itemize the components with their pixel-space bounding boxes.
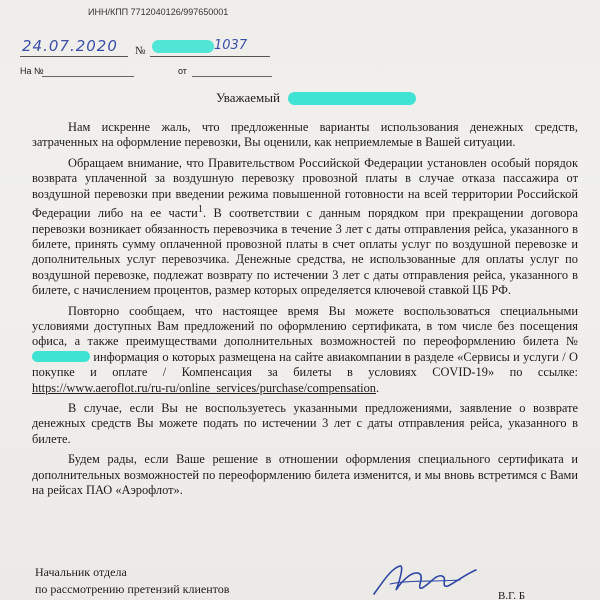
- redaction-mask-number: [152, 40, 214, 53]
- ot-label: от: [178, 66, 187, 76]
- paragraph-4: В случае, если Вы не воспользуетесь указанными предложениями, заявление о возврате денежных средств Вы можете подать по истечении 3 лет с даты отправления рейса, указанного в билете.: [32, 401, 578, 446]
- signer-title-line2: по рассмотрению претензий клиентов: [35, 582, 230, 596]
- paragraph-5: Будем рады, если Ваше решение в отношении оформления специального сертификата и дополнительных возможностей по переоформлению билета изменится, и мы вновь встретимся с Вами на рейсах ПАО «Аэрофлот».: [32, 452, 578, 498]
- letter-body: [32, 120, 578, 503]
- ot-underline: [192, 76, 272, 77]
- footnote-ref: 1: [197, 204, 203, 216]
- number-underline: [150, 56, 270, 57]
- signer-title-line1: Начальник отдела: [35, 565, 127, 579]
- redaction-mask-name: [288, 92, 416, 105]
- paragraph-1: Нам искренне жаль, что предложенные варианты использования денежных средств, затраченных на оформление перевозки, Вы оценили, как неприемлемые в Вашей ситуации.: [32, 120, 578, 150]
- paragraph-3: Повторно сообщаем, что настоящее время Вы можете воспользоваться специальными условиями доступных Вам предложений по оформлению сертификата, в том числе без посещения офиса, а также преимуществами дополнительных возможностей по переоформлению билета № информация о которых размещена на сайте авиакомпании в разделе «Сервисы и услуги / О покупке и оплате / Компенсация за билеты в условиях COVID-19» по ссылке: https://www.aeroflot.ru/ru-ru/online_services/purchase/compensation.: [32, 303, 578, 395]
- signer-name: В.Г. Б: [498, 590, 526, 600]
- greeting: Уважаемый: [216, 90, 280, 105]
- number-sign: №: [135, 45, 146, 57]
- na-underline: [42, 76, 134, 77]
- na-label: На №: [20, 66, 44, 76]
- handwritten-date: 24.07.2020: [22, 37, 118, 55]
- redaction-mask-ticket: [32, 351, 90, 362]
- handwritten-signature-icon: [370, 560, 480, 600]
- date-underline: [20, 56, 128, 57]
- inn-kpp: ИНН/КПП 7712040126/997650001: [88, 7, 229, 17]
- compensation-link[interactable]: https://www.aeroflot.ru/ru-ru/online_services/purchase/compensation: [32, 380, 376, 395]
- paragraph-2: Обращаем внимание, что Правительством Российской Федерации установлен особый порядок возврата уплаченной за воздушную перевозку провозной платы в случае отказа пассажира от воздушной перевозки при введении режима повышенной готовности на всей территории Российской Федерации либо на ее части$^1$. В соответствии с данным порядком при прекращении договора перевозки возникает обязанность перевозчика в течение 3 лет с даты отправления рейса, указанного в билете, принять сумму оплаченной провозной платы в счет оплаты услуг по воздушной перевозке и дополнительных услуг перевозчика. Денежные средства, не использованные для оплаты услуг по воздушной перевозке, подлежат возврату по истечении 3 лет с даты отправления рейса, указанного в билете, с начислением процентов, размер которых определяется ключевой ставкой ЦБ РФ.: [32, 155, 578, 298]
- handwritten-number-tail: 1037: [214, 38, 248, 53]
